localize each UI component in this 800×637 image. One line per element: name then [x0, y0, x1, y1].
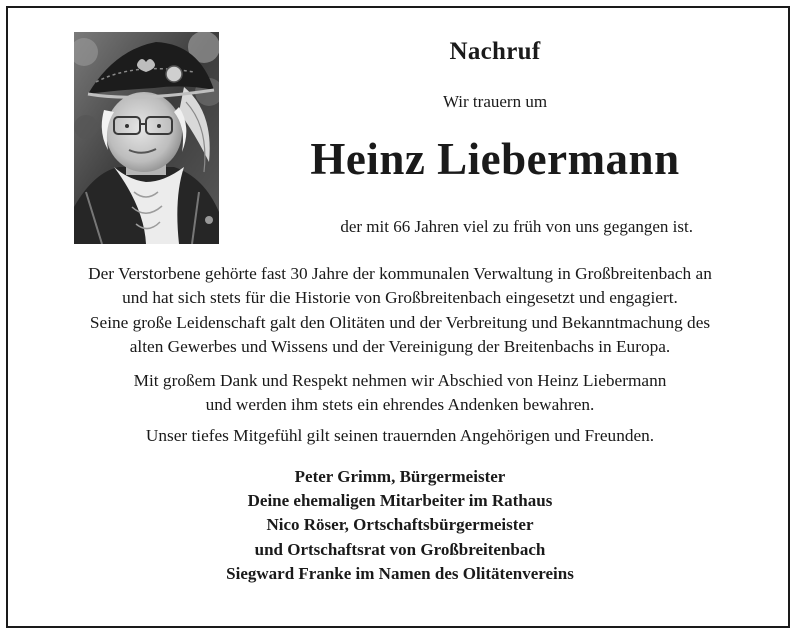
age-line: der mit 66 Jahren viel zu früh von uns gegangen ist.	[340, 217, 693, 236]
paragraph-condolence	[20, 424, 780, 448]
signature-block	[20, 465, 780, 586]
portrait-photo	[74, 32, 219, 244]
signature-line: und Ortschaftsrat von Großbreitenbach	[254, 539, 546, 559]
paragraph-line: und werden ihm stets ein ehrendes Andenken bewahren.	[205, 395, 595, 415]
deceased-name: Heinz Liebermann	[310, 134, 680, 184]
paragraph-line: Der Verstorbene gehörte fast 30 Jahre der kommunalen Verwaltung in Großbreitenbach an	[88, 264, 712, 283]
signature-line: Deine ehemaligen Mitarbeiter im Rathaus	[247, 491, 553, 511]
paragraph-line: Seine große Leidenschaft galt den Olitäten und der Verbreitung und Bekanntmachung des	[89, 312, 711, 332]
paragraph-line: und hat sich stets für die Historie von Großbreitenbach eingesetzt und engagiert.	[122, 288, 678, 308]
intro-text: Wir trauern um	[442, 92, 548, 111]
paragraph-line: alten Gewerbes und Wissens und der Vereinigung der Breitenbachs in Europa.	[129, 336, 671, 356]
portrait-image	[74, 32, 219, 244]
paragraph-thanks	[20, 369, 780, 418]
paragraph-line: Mit großem Dank und Respekt nehmen wir Abschied von Heinz Liebermann	[133, 371, 667, 390]
paragraph-tribute	[20, 262, 780, 359]
paragraph-line: Unser tiefes Mitgefühl gilt seinen trauernden Angehörigen und Freunden.	[145, 426, 655, 445]
signature-line: Peter Grimm, Bürgermeister	[294, 467, 506, 486]
signature-line: Siegward Franke im Namen des Olitätenvereins	[226, 563, 574, 583]
notice-title: Nachruf	[449, 38, 541, 65]
signature-line: Nico Röser, Ortschaftsbürgermeister	[266, 515, 534, 535]
